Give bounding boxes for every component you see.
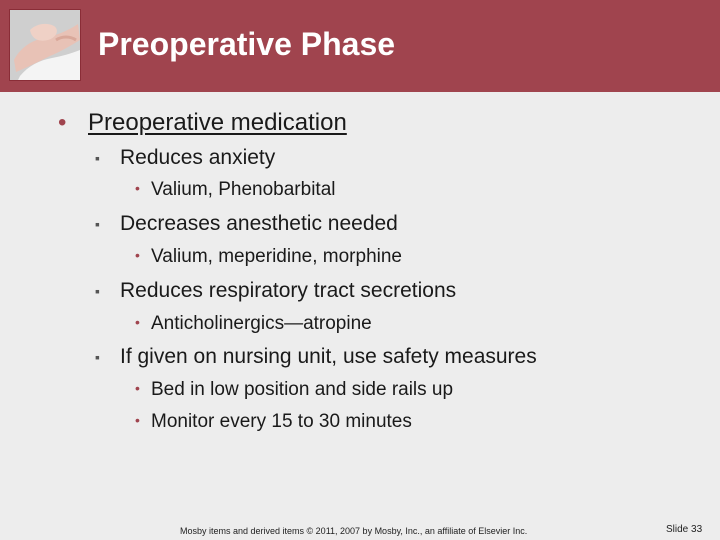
list-item: If given on nursing unit, use safety measures	[120, 345, 537, 368]
bullet-dot: •	[135, 180, 140, 196]
sub-item: Valium, meperidine, morphine	[151, 246, 402, 267]
bullet-dot: •	[135, 412, 140, 428]
sub-item: Anticholinergics—atropine	[151, 313, 372, 334]
list-item: Reduces anxiety	[120, 146, 276, 169]
square-bullet-icon: ▪	[95, 349, 100, 365]
sub-item: Valium, Phenobarbital	[151, 179, 336, 200]
slide-number: Slide 33	[666, 524, 703, 535]
list-item: Reduces respiratory tract secretions	[120, 279, 457, 302]
square-bullet-icon: ▪	[95, 216, 100, 232]
square-bullet-icon: ▪	[95, 150, 100, 166]
bullet-dot: •	[135, 247, 140, 263]
sub-item: Bed in low position and side rails up	[151, 379, 454, 400]
copyright-footer: Mosby items and derived items © 2011, 2007 by Mosby, Inc., an affiliate of Elsevier Inc.	[180, 526, 528, 536]
bullet-dot: •	[135, 380, 140, 396]
square-bullet-icon: ▪	[95, 283, 100, 299]
list-item: Decreases anesthetic needed	[120, 212, 398, 235]
bullet-dot: •	[135, 314, 140, 330]
sub-item: Monitor every 15 to 30 minutes	[151, 411, 412, 432]
page-title: Preoperative Phase	[98, 26, 396, 62]
bullet-dot: •	[58, 109, 67, 136]
main-heading: Preoperative medication	[88, 109, 347, 136]
